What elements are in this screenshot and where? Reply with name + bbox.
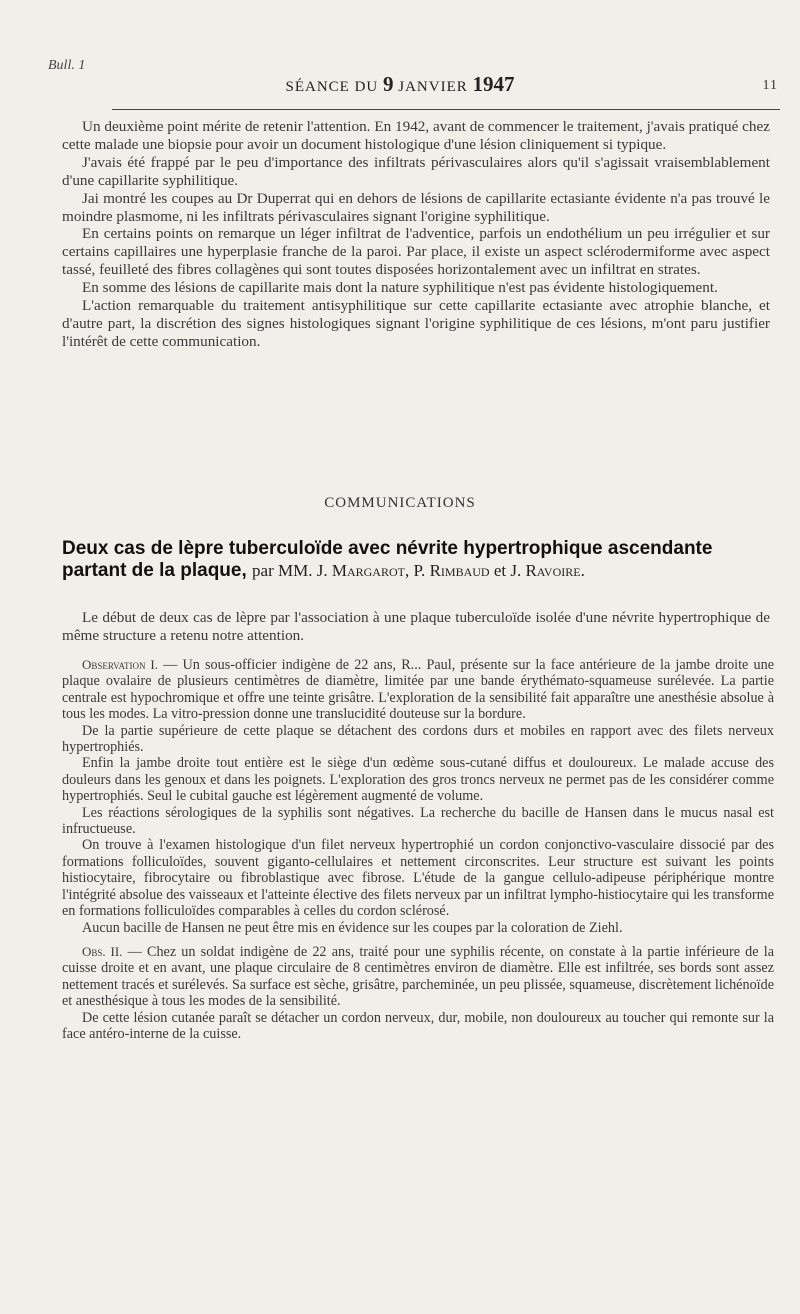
author-name: Rimbaud (429, 561, 490, 580)
authors-sep: , P. (404, 561, 426, 580)
observation-paragraph: De la partie supérieure de cette plaque se détachent des cordons durs et mobiles en rapport avec des filets nerveux hypertrophiés. (62, 722, 774, 756)
observation-paragraph (62, 657, 774, 723)
bulletin-number: Bull. 1 (48, 58, 86, 73)
page-number: 11 (762, 78, 778, 93)
observation-paragraph: Enfin la jambe droite tout entière est le siège d'un œdème sous-cutané diffus et douloureux. Le malade accuse des douleurs dans les genoux et dans les poignets. L'exploration des gros troncs nerveux ne permet pas de les considérer comme hypertrophiés. Seul le cubital gauche est légèrement augmenté de volume. (62, 755, 774, 805)
article-title (62, 538, 782, 582)
authors-sep: et J. (489, 561, 522, 580)
header-year: 1947 (472, 72, 515, 96)
article-authors (252, 561, 585, 580)
paragraph: En somme des lésions de capillarite mais dont la nature syphilitique n'est pas évidente histologiquement. (82, 279, 718, 297)
paragraph: J'avais été frappé par le peu d'importance des infiltrats périvasculaires alors qu'il s'agissait vraisemblablement d'une capillarite syphilitique. (62, 153, 770, 189)
observation-paragraph (62, 944, 774, 1010)
observation-label: Obs. II. (82, 943, 123, 959)
paragraph: Un deuxième point mérite de retenir l'attention. En 1942, avant de commencer le traitement, j'avais pratiqué chez cette malade une biopsie pour avoir un document histologique d'une lésion cliniquement si typique. (62, 118, 770, 153)
authors-prefix: par MM. J. (252, 561, 328, 580)
author-name: Ravoire (525, 561, 581, 580)
observation-text: — Chez un soldat indigène de 22 ans, traité pour une syphilis récente, on constate à la partie inférieure de la cuisse droite et en avant, une plaque circulaire de 8 centimètres environ de diamètre. Elle est infiltrée, ses bords sont assez nettement tracés et surélevés. Sa surface est sèche, grisâtre, parcheminée, un peu plissée, squameuse, discrètement lichénoïde et anesthésique à tous les modes de la sensibilité. (62, 943, 774, 1010)
header-rule (112, 109, 780, 110)
observation-paragraph: On trouve à l'examen histologique d'un filet nerveux hypertrophié un cordon conjonctivo-vasculaire dissocié par des formations folliculoïdes, souvent giganto-cellulaires et nettement circonscrites. Leur structure est suivant les points histiocytaire, fibrocytaire ou fibroblastique avec fibrose. L'étude de la gangue cellulo-adipeuse périphérique montre l'intégrité absolue des vaisseaux et l'atteinte élective des filets nerveux par un infiltrat lympho-histiocytaire qui les transforme en formations folliculoïdes comparables à celles du cordon sclérosé. (62, 837, 774, 920)
observations (62, 657, 774, 1042)
running-header (0, 72, 800, 97)
section-heading: COMMUNICATIONS (324, 495, 476, 511)
observation-text: — Un sous-officier indigène de 22 ans, R... Paul, présente sur la face antérieure de la jambe droite une plaque ovalaire de plusieurs centimètres de diamètre, limitée par une bande érythémato-squameuse surélevée. La partie centrale est hypochromique et offre une teinte grisâtre. L'exploration de la sensibilité fait apparaître une anesthésie absolue à tous les modes. La vitro-pression donne une translucidité douteuse sur la bordure. (62, 657, 774, 723)
article-intro (62, 609, 770, 645)
paragraph: Le début de deux cas de lèpre par l'association à une plaque tuberculoïde isolée d'une névrite hypertrophique de même structure a retenu notre attention. (62, 609, 770, 644)
paragraph: En certains points on remarque un léger infiltrat de l'adventice, parfois un endothélium un peu irrégulier et sur certains capillaires une hyperplasie franche de la paroi. Par place, il existe un aspect sclérodermiforme avec aspect tassé, feuilleté des fibres collagènes qui sont toutes disposées horizontalement avec un infiltrat en strates. (62, 225, 770, 279)
paragraph: Jai montré les coupes au Dr Duperrat qui en dehors de lésions de capillarite ectasiante évidente n'a pas trouvé le moindre plasmome, ni les infiltrats périvasculaires signant l'origine syphilitique. (62, 189, 770, 225)
observation-paragraph: Les réactions sérologiques de la syphilis sont négatives. La recherche du bacille de Hansen dans le mucus nasal est infructueuse. (62, 804, 774, 838)
authors-suffix: . (580, 561, 585, 580)
header-day: 9 (383, 72, 394, 96)
observation-paragraph: Aucun bacille de Hansen ne peut être mis en évidence sur les coupes par la coloration de Ziehl. (82, 919, 623, 936)
author-name: Margarot (331, 561, 405, 580)
article-title-text: Deux cas de lèpre tuberculoïde avec névrite hypertrophique ascendante partant de la plaque, (62, 538, 713, 581)
header-month: JANVIER (398, 79, 468, 95)
observation-label: Observation I. (82, 657, 158, 672)
previous-article-text (62, 118, 770, 351)
paragraph: L'action remarquable du traitement antisyphilitique sur cette capillarite ectasiante avec atrophie blanche, et d'autre part, la discrétion des signes histologiques signant l'origine syphilitique de ces lésions, m'ont paru justifier l'intérêt de cette communication. (62, 297, 770, 350)
observation-paragraph: De cette lésion cutanée paraît se détacher un cordon nerveux, dur, mobile, non douloureux au toucher qui remonte sur la face antéro-interne de la cuisse. (62, 1009, 774, 1042)
header-prefix: SÉANCE DU (285, 79, 379, 95)
